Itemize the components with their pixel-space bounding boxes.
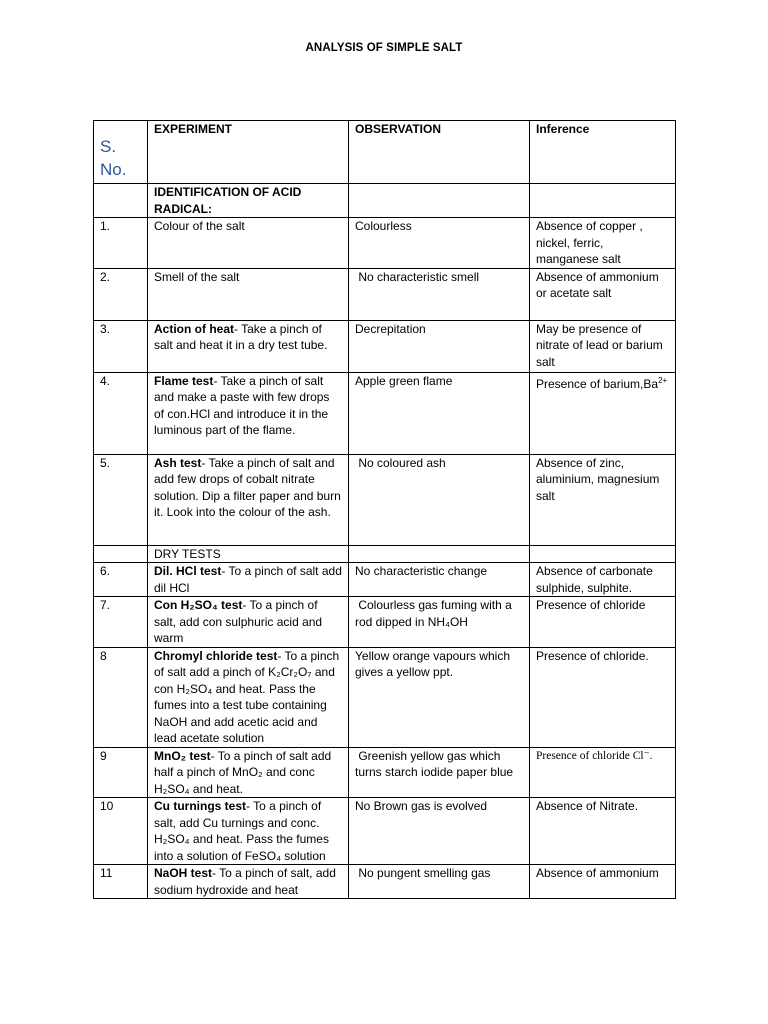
header-inference: Inference <box>530 121 676 184</box>
experiment-text: - Take a pinch of salt and heat it in a dry test tube. <box>154 321 328 352</box>
experiment-text: - To a pinch of salt add dil HCl <box>154 564 342 595</box>
experiment-cell <box>148 454 349 545</box>
experiment-text: - To a pinch of salt, add Cu turnings and conc. H₂SO₄ and heat. Pass the fumes into a solution of FeSO₄ solution <box>154 799 329 863</box>
observation-cell: Decrepitation <box>349 320 530 372</box>
inference-cell: May be presence of nitrate of lead or barium salt <box>530 320 676 372</box>
observation-cell: No Brown gas is evolved <box>349 798 530 865</box>
table-row <box>94 268 676 320</box>
inference-cell: Absence of carbonate sulphide, sulphite. <box>530 563 676 597</box>
section-label: IDENTIFICATION OF ACID RADICAL: <box>148 184 349 218</box>
section-row-acid-radical <box>94 184 676 218</box>
test-name: Dil. HCl test <box>154 564 222 578</box>
inference-cell: Absence of ammonium <box>530 865 676 899</box>
table-row <box>94 798 676 865</box>
row-number: 6. <box>94 563 148 597</box>
row-number: 1. <box>94 218 148 269</box>
row-number: 8 <box>94 647 148 747</box>
table-row <box>94 865 676 899</box>
inference-text: Presence of barium,Ba <box>536 376 659 391</box>
experiment-cell <box>148 218 349 269</box>
inference-cell: Presence of chloride Cl⁻. <box>530 747 676 798</box>
observation-cell: Colourless gas fuming with a rod dipped in NH₄OH <box>349 597 530 648</box>
table-row <box>94 747 676 798</box>
experiment-cell <box>148 372 349 454</box>
inference-cell: Absence of zinc, aluminium, magnesium salt <box>530 454 676 545</box>
observation-cell: No coloured ash <box>349 454 530 545</box>
experiment-cell <box>148 798 349 865</box>
experiment-cell <box>148 563 349 597</box>
row-number: 11 <box>94 865 148 899</box>
row-number: 5. <box>94 454 148 545</box>
test-name: Ash test <box>154 455 202 470</box>
observation-cell: No characteristic change <box>349 563 530 597</box>
header-observation: OBSERVATION <box>349 121 530 184</box>
row-number: 2. <box>94 268 148 320</box>
experiment-text: - To a pinch of salt, add con sulphuric acid and warm <box>154 598 323 645</box>
table-row <box>94 454 676 545</box>
row-number: 9 <box>94 747 148 798</box>
table-row <box>94 320 676 372</box>
experiment-text: Smell of the salt <box>154 269 240 284</box>
experiment-text: - Take a pinch of salt and add few drops of cobalt nitrate solution. Dip a filter paper and burn it. Look into the colour of the ash. <box>154 455 341 519</box>
observation-cell: Apple green flame <box>349 372 530 454</box>
section-label: DRY TESTS <box>148 545 349 563</box>
experiment-text: - To a pinch of salt, add sodium hydroxide and heat <box>154 866 336 897</box>
section-row-dry-tests <box>94 545 676 563</box>
test-name: NaOH test <box>154 866 213 880</box>
salt-analysis-table <box>93 120 676 899</box>
test-name: Chromyl chloride test <box>154 648 278 663</box>
inference-cell <box>530 372 676 454</box>
inference-cell: Absence of Nitrate. <box>530 798 676 865</box>
experiment-cell <box>148 865 349 899</box>
experiment-text: - Take a pinch of salt and make a paste with few drops of con.HCl and introduce it in the luminous part of the flame. <box>154 373 330 437</box>
experiment-cell <box>148 597 349 648</box>
experiment-cell <box>148 268 349 320</box>
inference-cell: Absence of ammonium or acetate salt <box>530 268 676 320</box>
inference-cell: Presence of chloride <box>530 597 676 648</box>
header-experiment: EXPERIMENT <box>148 121 349 184</box>
table-row <box>94 372 676 454</box>
experiment-cell <box>148 320 349 372</box>
header-sno: S. No. <box>94 121 148 184</box>
test-name: Cu turnings test <box>154 799 246 813</box>
experiment-text: Colour of the salt <box>154 219 245 233</box>
observation-cell: No characteristic smell <box>349 268 530 320</box>
charge-superscript: 2+ <box>658 375 668 385</box>
observation-cell: Yellow orange vapours which gives a yellow ppt. <box>349 647 530 747</box>
test-name: Con H₂SO₄ test <box>154 598 243 612</box>
test-name: Action of heat <box>154 321 234 336</box>
observation-cell: Colourless <box>349 218 530 269</box>
row-number: 4. <box>94 372 148 454</box>
experiment-cell <box>148 747 349 798</box>
observation-cell: No pungent smelling gas <box>349 865 530 899</box>
inference-cell: Presence of chloride. <box>530 647 676 747</box>
experiment-cell <box>148 647 349 747</box>
experiment-text: - To a pinch of salt add half a pinch of MnO₂ and conc H₂SO₄ and heat. <box>154 748 332 796</box>
test-name: Flame test <box>154 373 214 388</box>
table-row <box>94 597 676 648</box>
page-title: ANALYSIS OF SIMPLE SALT <box>305 42 463 54</box>
experiment-text: - To a pinch of salt add a pinch of K₂Cr₂O₇ and con H₂SO₄ and heat. Pass the fumes into a test tube containing NaOH and add acetic acid and lead acetate solution <box>154 648 340 745</box>
table-row <box>94 218 676 269</box>
table-row <box>94 563 676 597</box>
observation-cell: Greenish yellow gas which turns starch iodide paper blue <box>349 747 530 798</box>
test-name: MnO₂ test <box>154 748 211 763</box>
inference-cell: Absence of copper , nickel, ferric, manganese salt <box>530 218 676 269</box>
table-row <box>94 647 676 747</box>
row-number: 10 <box>94 798 148 865</box>
row-number: 3. <box>94 320 148 372</box>
row-number: 7. <box>94 597 148 648</box>
header-row <box>94 121 676 184</box>
